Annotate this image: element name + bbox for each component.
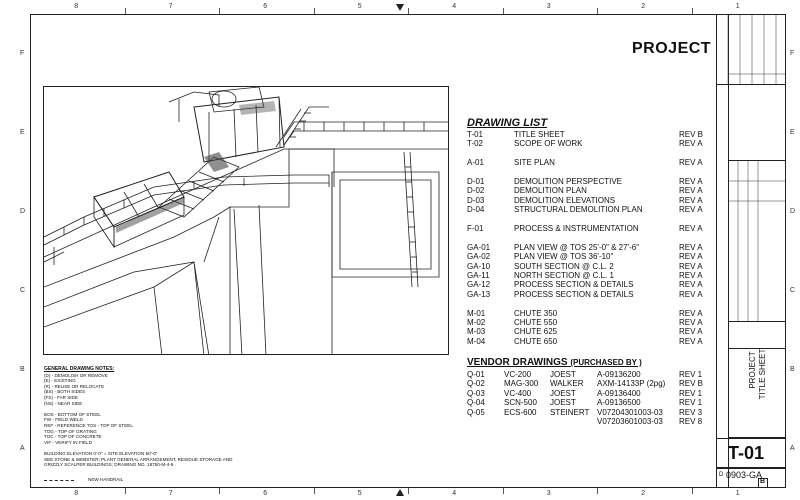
zone-label-bottom: 1: [735, 490, 740, 497]
revision-letter: B: [760, 478, 766, 485]
zone-tick-bottom: [692, 488, 693, 494]
sheet-number: T-01: [728, 443, 765, 463]
zone-label-top: 6: [263, 3, 268, 10]
vendor-model-cell: SCN-500: [504, 398, 537, 408]
zone-tick-bottom: [597, 488, 598, 494]
drawing-title-cell: CHUTE 650: [514, 336, 558, 346]
vendor-rev-cell: REV 8: [679, 417, 703, 426]
drawing-rev-cell: REV A: [679, 242, 703, 252]
vendor-name-cell: JOEST: [550, 398, 576, 408]
drawing-number-cell: GA-02: [467, 252, 491, 262]
zone-label-bottom: 6: [263, 490, 268, 497]
vendor-model-cell: MAG-300: [504, 379, 539, 389]
drawing-list-row: [467, 262, 707, 271]
drawing-title-cell: DEMOLITION ELEVATIONS: [514, 195, 616, 205]
zone-tick-bottom: [503, 488, 504, 494]
drawing-title-cell: NORTH SECTION @ C.L. 1: [514, 271, 614, 280]
zone-tick-bottom: [408, 488, 409, 494]
general-note-line: (NS) - NEAR SIDE: [44, 400, 83, 406]
vendor-dwg-cell: AXM-14133P (2pg): [597, 379, 666, 389]
sheet-title-line2: TITLE SHEET: [758, 348, 767, 400]
zone-label-top: 3: [546, 3, 551, 10]
drawing-list-row: [467, 196, 707, 205]
drawing-rev-cell: REV A: [679, 186, 703, 196]
zone-label-left: C: [20, 286, 26, 294]
zone-label-bottom: 5: [357, 490, 362, 497]
vendor-name-cell: STEINERT: [550, 407, 590, 417]
revision-grid-top-lines: [716, 14, 786, 84]
zone-label-right: B: [790, 365, 795, 373]
zone-tick-bottom: [125, 488, 126, 494]
drawing-list-row: [467, 177, 707, 186]
zone-label-top: 2: [641, 3, 646, 10]
drawing-rev-cell: REV A: [679, 158, 703, 168]
zone-tick-top: [314, 8, 315, 14]
drawing-number-cell: D-01: [467, 177, 485, 186]
drawing-title-cell: TITLE SHEET: [514, 130, 565, 139]
zone-label-left: A: [20, 444, 25, 452]
vendor-drawing-row: [467, 408, 717, 417]
zone-label-right: C: [790, 286, 796, 294]
zone-label-bottom: 8: [74, 490, 79, 497]
general-notes: [44, 367, 232, 468]
drawing-title-cell: PLAN VIEW @ TOS 36'-10": [514, 252, 614, 262]
drawing-title-cell: SOUTH SECTION @ C.L. 2: [514, 261, 614, 271]
vendor-drawing-row: [467, 379, 717, 388]
drawing-number: 0903-GA: [726, 470, 763, 480]
vendor-drawings-heading: [467, 357, 642, 368]
drawing-rev-cell: REV A: [679, 261, 703, 271]
drawing-number-cell: D-04: [467, 205, 485, 215]
drawing-list-row: [467, 243, 707, 252]
zone-label-top: 4: [452, 3, 457, 10]
drawing-number-cell: M-01: [467, 308, 486, 318]
drawing-rev-cell: REV B: [679, 130, 704, 139]
vendor-drawing-row: [467, 389, 717, 398]
zone-tick-top: [125, 8, 126, 14]
drawing-list-row: [467, 139, 707, 148]
zone-tick-top: [503, 8, 504, 14]
drawing-list-row: [467, 327, 707, 336]
drawing-rev-cell: REV A: [679, 280, 703, 290]
vendor-model-cell: VC-200: [504, 370, 532, 379]
zone-label-left: E: [20, 128, 25, 136]
zone-label-bottom: 7: [168, 490, 173, 497]
drawing-title-cell: PLAN VIEW @ TOS 25'-0" & 27'-6": [514, 242, 640, 252]
vendor-heading-text: VENDOR DRAWINGS: [467, 357, 568, 368]
drawing-number-cell: T-02: [467, 139, 484, 149]
vendor-dwg-cell: V07203601003-03: [597, 417, 663, 426]
revision-grid-mid: [728, 160, 786, 322]
general-note-line: REF - REFERENCE TOS - TOP OF STEEL: [44, 422, 133, 428]
center-mark-bottom-icon: [396, 489, 404, 496]
drawing-title-cell: PROCESS SECTION & DETAILS: [514, 289, 634, 299]
zone-label-bottom: 4: [452, 490, 457, 497]
vendor-drawing-row: [467, 370, 717, 379]
general-note-line: TOC - TOP OF CONCRETE: [44, 434, 102, 440]
drawing-rev-cell: REV A: [679, 271, 703, 280]
zone-label-right: D: [790, 207, 796, 215]
vendor-dwg-cell: V07204301003-03: [597, 407, 663, 417]
zone-label-left: D: [20, 207, 26, 215]
drawing-number-cell: A-01: [467, 158, 484, 168]
drawing-number-cell: T-01: [467, 130, 484, 139]
vendor-number-cell: Q-01: [467, 370, 485, 379]
general-note-line: BUILDING ELEVATION 0'-0" = SITE ELEVATION 50'-0": [44, 450, 158, 456]
drawing-list-row: [467, 205, 707, 214]
perspective-view: [43, 86, 449, 355]
general-note-line: FW - FIELD WELD: [44, 417, 83, 423]
sheet-title-cell: [728, 348, 786, 438]
zone-tick-bottom: [314, 488, 315, 494]
drawing-rev-cell: REV A: [679, 205, 703, 215]
revision-grid-top: [716, 14, 786, 85]
general-notes-heading: GENERAL DRAWING NOTES:: [44, 366, 115, 372]
drawing-title-cell: CHUTE 625: [514, 327, 558, 337]
drawing-rev-cell: REV A: [679, 139, 703, 149]
drawing-rev-cell: REV A: [679, 177, 703, 186]
vendor-heading-suffix: (PURCHASED BY ): [570, 358, 642, 367]
drawing-title-cell: DEMOLITION PLAN: [514, 186, 587, 196]
vendor-rev-cell: REV B: [679, 379, 704, 389]
drawing-rev-cell: REV A: [679, 308, 703, 318]
vendor-number-cell: Q-05: [467, 407, 485, 417]
zone-tick-bottom: [219, 488, 220, 494]
vendor-dwg-cell: A-09136500: [597, 398, 641, 408]
zone-label-bottom: 3: [546, 490, 551, 497]
project-title: PROJECT: [632, 40, 712, 57]
drawing-list-row: [467, 271, 707, 280]
drawing-list-row: [467, 318, 707, 327]
sheet-title-line1: PROJECT: [748, 351, 757, 389]
drawing-title-cell: CHUTE 550: [514, 318, 558, 327]
general-note-line: TOG - TOP OF GRATING: [44, 428, 97, 434]
handrail-legend-label: NEW HANDRAIL: [88, 477, 124, 482]
handrail-legend-line: [44, 480, 74, 481]
drawing-rev-cell: REV A: [679, 195, 703, 205]
vendor-name-cell: JOEST: [550, 370, 576, 379]
zone-label-left: B: [20, 365, 25, 373]
zone-label-right: A: [790, 444, 795, 452]
vendor-model-cell: ECS-600: [504, 407, 537, 417]
drawing-rev-cell: REV A: [679, 224, 703, 233]
zone-label-left: F: [20, 49, 25, 57]
vendor-model-cell: VC-400: [504, 388, 532, 398]
drawing-list-row: [467, 158, 707, 167]
drawing-number-cell: M-03: [467, 327, 486, 337]
perspective-illustration: [44, 87, 449, 355]
drawing-number-prefix: D: [719, 472, 724, 478]
drawing-number-cell: GA-11: [467, 271, 490, 280]
drawing-list-row: [467, 280, 707, 289]
zone-label-top: 5: [357, 3, 362, 10]
zone-tick-top: [692, 8, 693, 14]
zone-label-right: E: [790, 128, 795, 136]
general-notes-lines: [44, 373, 232, 468]
drawing-list-row: [467, 186, 707, 195]
vendor-rev-cell: REV 1: [679, 398, 703, 408]
zone-tick-top: [597, 8, 598, 14]
drawing-list-row: [467, 290, 707, 299]
drawing-rev-cell: REV A: [679, 327, 703, 337]
drawing-number-cell: D-03: [467, 195, 485, 205]
vendor-rev-cell: REV 1: [679, 370, 703, 379]
general-note-line: (BS) - BOTH SIDES: [44, 389, 86, 395]
zone-label-top: 8: [74, 3, 79, 10]
drawing-number-cell: F-01: [467, 224, 484, 233]
vendor-rev-cell: REV 3: [679, 407, 703, 417]
drawing-title-cell: SCOPE OF WORK: [514, 139, 583, 149]
general-note-line: GRIZZLY SCALPER BUILDINGS; DRAWING NO. 18750-M-4-6: [44, 462, 174, 468]
drawing-list-row: [467, 130, 707, 139]
drawing-list-row: [467, 252, 707, 261]
general-note-line: (FS) - FAR SIDE: [44, 394, 78, 400]
general-note-line: VIF - VERIFY IN FIELD: [44, 439, 92, 445]
zone-label-top: 7: [168, 3, 173, 10]
vendor-drawing-row: [467, 398, 717, 407]
title-block-divider: [716, 14, 717, 488]
vendor-name-cell: JOEST: [550, 388, 576, 398]
vendor-number-cell: Q-02: [467, 379, 485, 389]
vendor-dwg-cell: A-09136200: [597, 370, 641, 379]
drawing-rev-cell: REV A: [679, 318, 703, 327]
zone-tick-top: [219, 8, 220, 14]
zone-tick-top: [408, 8, 409, 14]
zone-label-top: 1: [735, 3, 740, 10]
general-note-line: SEE STONE & WEBSTER; PLANT GENERAL ARRANGEMENT, RESIDUE STORAGE AND: [44, 456, 233, 462]
vendor-number-cell: Q-04: [467, 398, 485, 408]
vendor-rev-cell: REV 1: [679, 388, 703, 398]
drawing-rev-cell: REV A: [679, 252, 703, 262]
drawing-number-cell: GA-10: [467, 261, 491, 271]
general-note-line: (R) - REUSE OR RELOCATE: [44, 383, 105, 389]
vendor-name-cell: WALKER: [550, 379, 584, 389]
center-mark-top-icon: [396, 4, 404, 11]
revision-grid-mid-lines: [728, 161, 786, 321]
drawing-list-row: [467, 224, 707, 233]
general-note-line: (D) - DEMOLISH OR REMOVE: [44, 372, 108, 378]
drawing-number-cell: GA-13: [467, 289, 491, 299]
drawing-number-cell: M-04: [467, 336, 486, 346]
drawing-title-cell: STRUCTURAL DEMOLITION PLAN: [514, 205, 643, 215]
drawing-title-cell: PROCESS & INSTRUMENTATION: [514, 224, 639, 233]
drawing-number-cell: GA-01: [467, 242, 491, 252]
vendor-dwg-cell: A-09136400: [597, 388, 641, 398]
drawing-rev-cell: REV A: [679, 336, 703, 346]
drawing-list-heading: DRAWING LIST: [467, 117, 548, 129]
drawing-number-cell: D-02: [467, 186, 485, 196]
vendor-number-cell: Q-03: [467, 388, 485, 398]
general-note-line: (E) - EXISTING: [44, 378, 76, 384]
drawing-title-cell: CHUTE 350: [514, 308, 558, 318]
zone-label-bottom: 2: [641, 490, 646, 497]
drawing-list-row: [467, 337, 707, 346]
drawing-number-cell: GA-12: [467, 280, 491, 290]
drawing-rev-cell: REV A: [679, 289, 703, 299]
vendor-drawing-row: [467, 417, 717, 426]
zone-label-right: F: [790, 49, 795, 57]
drawing-title-cell: PROCESS SECTION & DETAILS: [514, 280, 634, 290]
drawing-list-row: [467, 309, 707, 318]
general-note-line: BOS - BOTTOM OF STEEL: [44, 411, 101, 417]
drawing-title-cell: SITE PLAN: [514, 158, 555, 168]
drawing-title-cell: DEMOLITION PERSPECTIVE: [514, 177, 623, 186]
drawing-number-cell: M-02: [467, 318, 486, 327]
